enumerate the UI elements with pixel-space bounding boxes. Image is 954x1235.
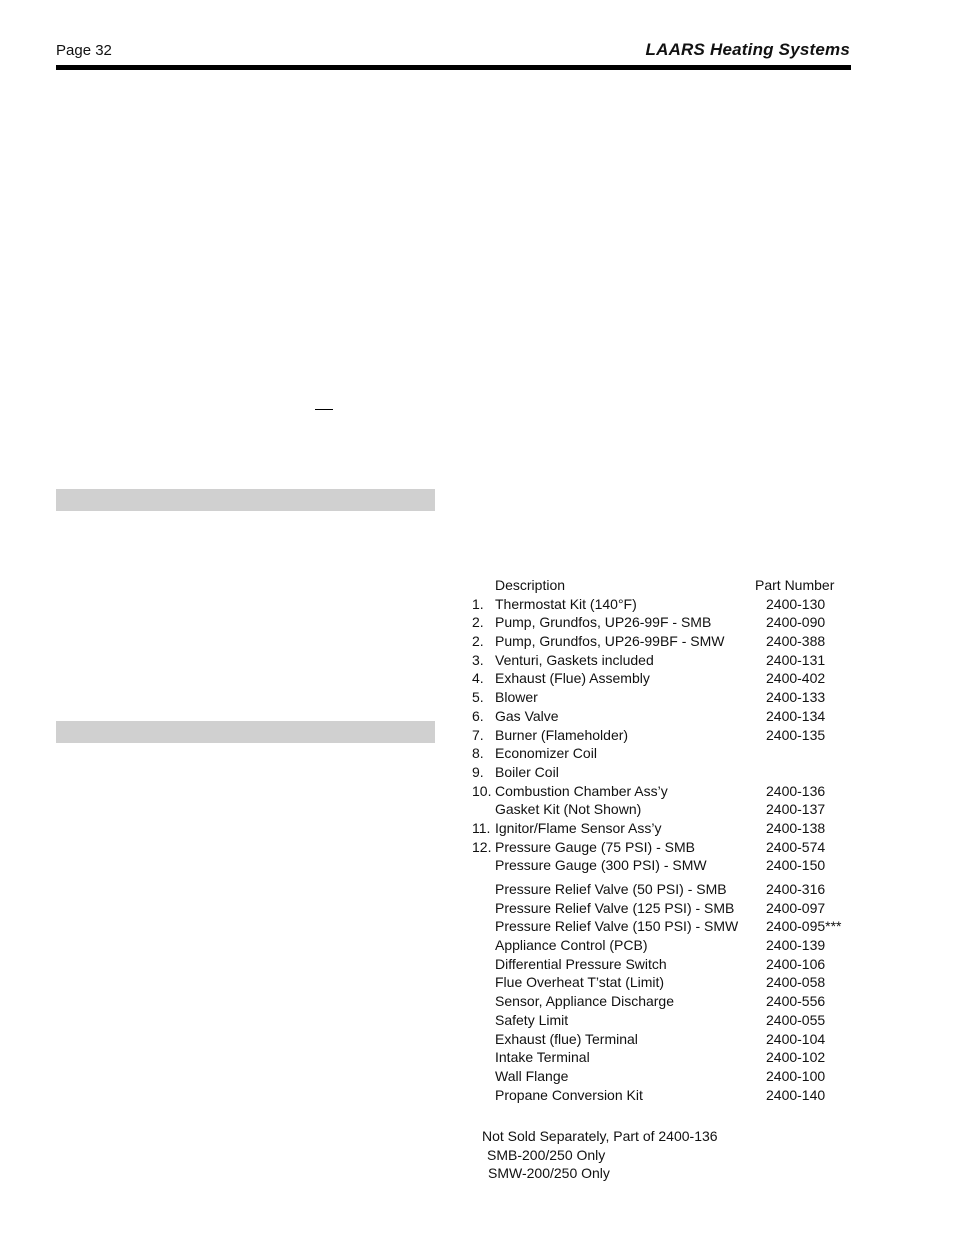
item-description: Pressure Relief Valve (125 PSI) - SMB [495, 899, 735, 916]
item-part-number: 2400-138 [766, 819, 826, 836]
section-bar [56, 489, 435, 511]
item-description: Boiler Coil [495, 763, 559, 780]
item-description: Blower [495, 689, 538, 706]
part-number-column-header: Part Number [755, 577, 835, 593]
item-number: 12. [472, 838, 492, 855]
item-description: Pump, Grundfos, UP26-99BF - SMW [495, 633, 725, 650]
item-description: Propane Conversion Kit [495, 1086, 643, 1103]
item-part-number: 2400-134 [766, 707, 826, 724]
footnote: SMW-200/250 Only [488, 1165, 610, 1182]
item-part-number: 2400-574 [766, 838, 826, 855]
item-number: 11. [472, 819, 491, 836]
item-part-number: 2400-106 [766, 955, 826, 972]
item-part-number: 2400-090 [766, 614, 826, 631]
footnote: SMB-200/250 Only [487, 1146, 606, 1163]
section-bar [56, 721, 435, 743]
item-description: Ignitor/Flame Sensor Ass’y [495, 819, 662, 836]
item-number: 2. [472, 633, 484, 650]
footnote: Not Sold Separately, Part of 2400-136 [482, 1128, 718, 1144]
item-part-number: 2400-130 [766, 595, 826, 612]
item-part-number: 2400-102 [766, 1049, 826, 1066]
item-part-number: 2400-055 [766, 1011, 826, 1028]
item-part-number: 2400-137 [766, 801, 826, 818]
item-number: 5. [472, 689, 484, 706]
item-description: Appliance Control (PCB) [495, 937, 648, 954]
item-part-number: 2400-139 [766, 937, 826, 954]
item-number: 2. [472, 614, 484, 631]
item-description: Exhaust (Flue) Assembly [495, 670, 650, 687]
item-number: 4. [472, 670, 484, 687]
item-description: Safety Limit [495, 1011, 569, 1028]
item-part-number: 2400-316 [766, 881, 826, 897]
item-part-number: 2400-133 [766, 689, 826, 706]
item-description: Pressure Gauge (75 PSI) - SMB [495, 838, 695, 855]
item-description: Wall Flange [495, 1067, 569, 1084]
item-description: Pump, Grundfos, UP26-99F - SMB [495, 614, 712, 631]
item-part-number: 2400-402 [766, 670, 826, 687]
item-number: 8. [472, 745, 484, 762]
item-number: 3. [472, 651, 484, 668]
item-description: Pressure Gauge (300 PSI) - SMW [495, 857, 707, 874]
item-description: Flue Overheat T’stat (Limit) [495, 974, 665, 991]
item-number: 7. [472, 726, 484, 743]
item-description: Intake Terminal [495, 1049, 590, 1066]
item-description: Gas Valve [495, 707, 559, 724]
item-part-number: 2400-136 [766, 782, 826, 799]
description-column-header: Description [495, 577, 566, 593]
item-description: Exhaust (flue) Terminal [495, 1030, 638, 1047]
item-part-number: 2400-150 [766, 857, 826, 874]
item-description: Pressure Relief Valve (50 PSI) - SMB [495, 881, 727, 897]
item-part-number: 2400-097 [766, 899, 826, 916]
item-description: Gasket Kit (Not Shown) [495, 801, 642, 818]
item-number: 1. [472, 595, 484, 612]
item-description: Combustion Chamber Ass’y [495, 782, 668, 799]
item-part-number: 2400-135 [766, 726, 826, 743]
item-part-number: 2400-556 [766, 993, 826, 1010]
item-number: 9. [472, 763, 484, 780]
item-description: Venturi, Gaskets included [495, 651, 654, 668]
item-description: Sensor, Appliance Discharge [495, 993, 674, 1010]
brand-title: LAARS Heating Systems [645, 40, 850, 59]
item-part-number: 2400-140 [766, 1086, 826, 1103]
item-part-number: 2400-100 [766, 1067, 826, 1084]
item-number: 6. [472, 707, 484, 724]
item-part-number: 2400-131 [766, 651, 826, 668]
item-description: Pressure Relief Valve (150 PSI) - SMW [495, 918, 739, 935]
item-description: Thermostat Kit (140°F) [495, 595, 637, 612]
item-description: Economizer Coil [495, 745, 597, 762]
item-part-number: 2400-095*** [766, 918, 842, 935]
item-description: Differential Pressure Switch [495, 955, 667, 972]
item-part-number: 2400-058 [766, 974, 826, 991]
item-part-number: 2400-388 [766, 633, 826, 650]
footnotes [482, 1127, 718, 1183]
page-number: Page 32 [56, 42, 112, 59]
dash-mark [315, 409, 333, 410]
item-part-number: 2400-104 [766, 1030, 826, 1047]
item-number: 10. [472, 782, 492, 799]
item-description: Burner (Flameholder) [495, 726, 629, 743]
header-rule [56, 65, 851, 70]
